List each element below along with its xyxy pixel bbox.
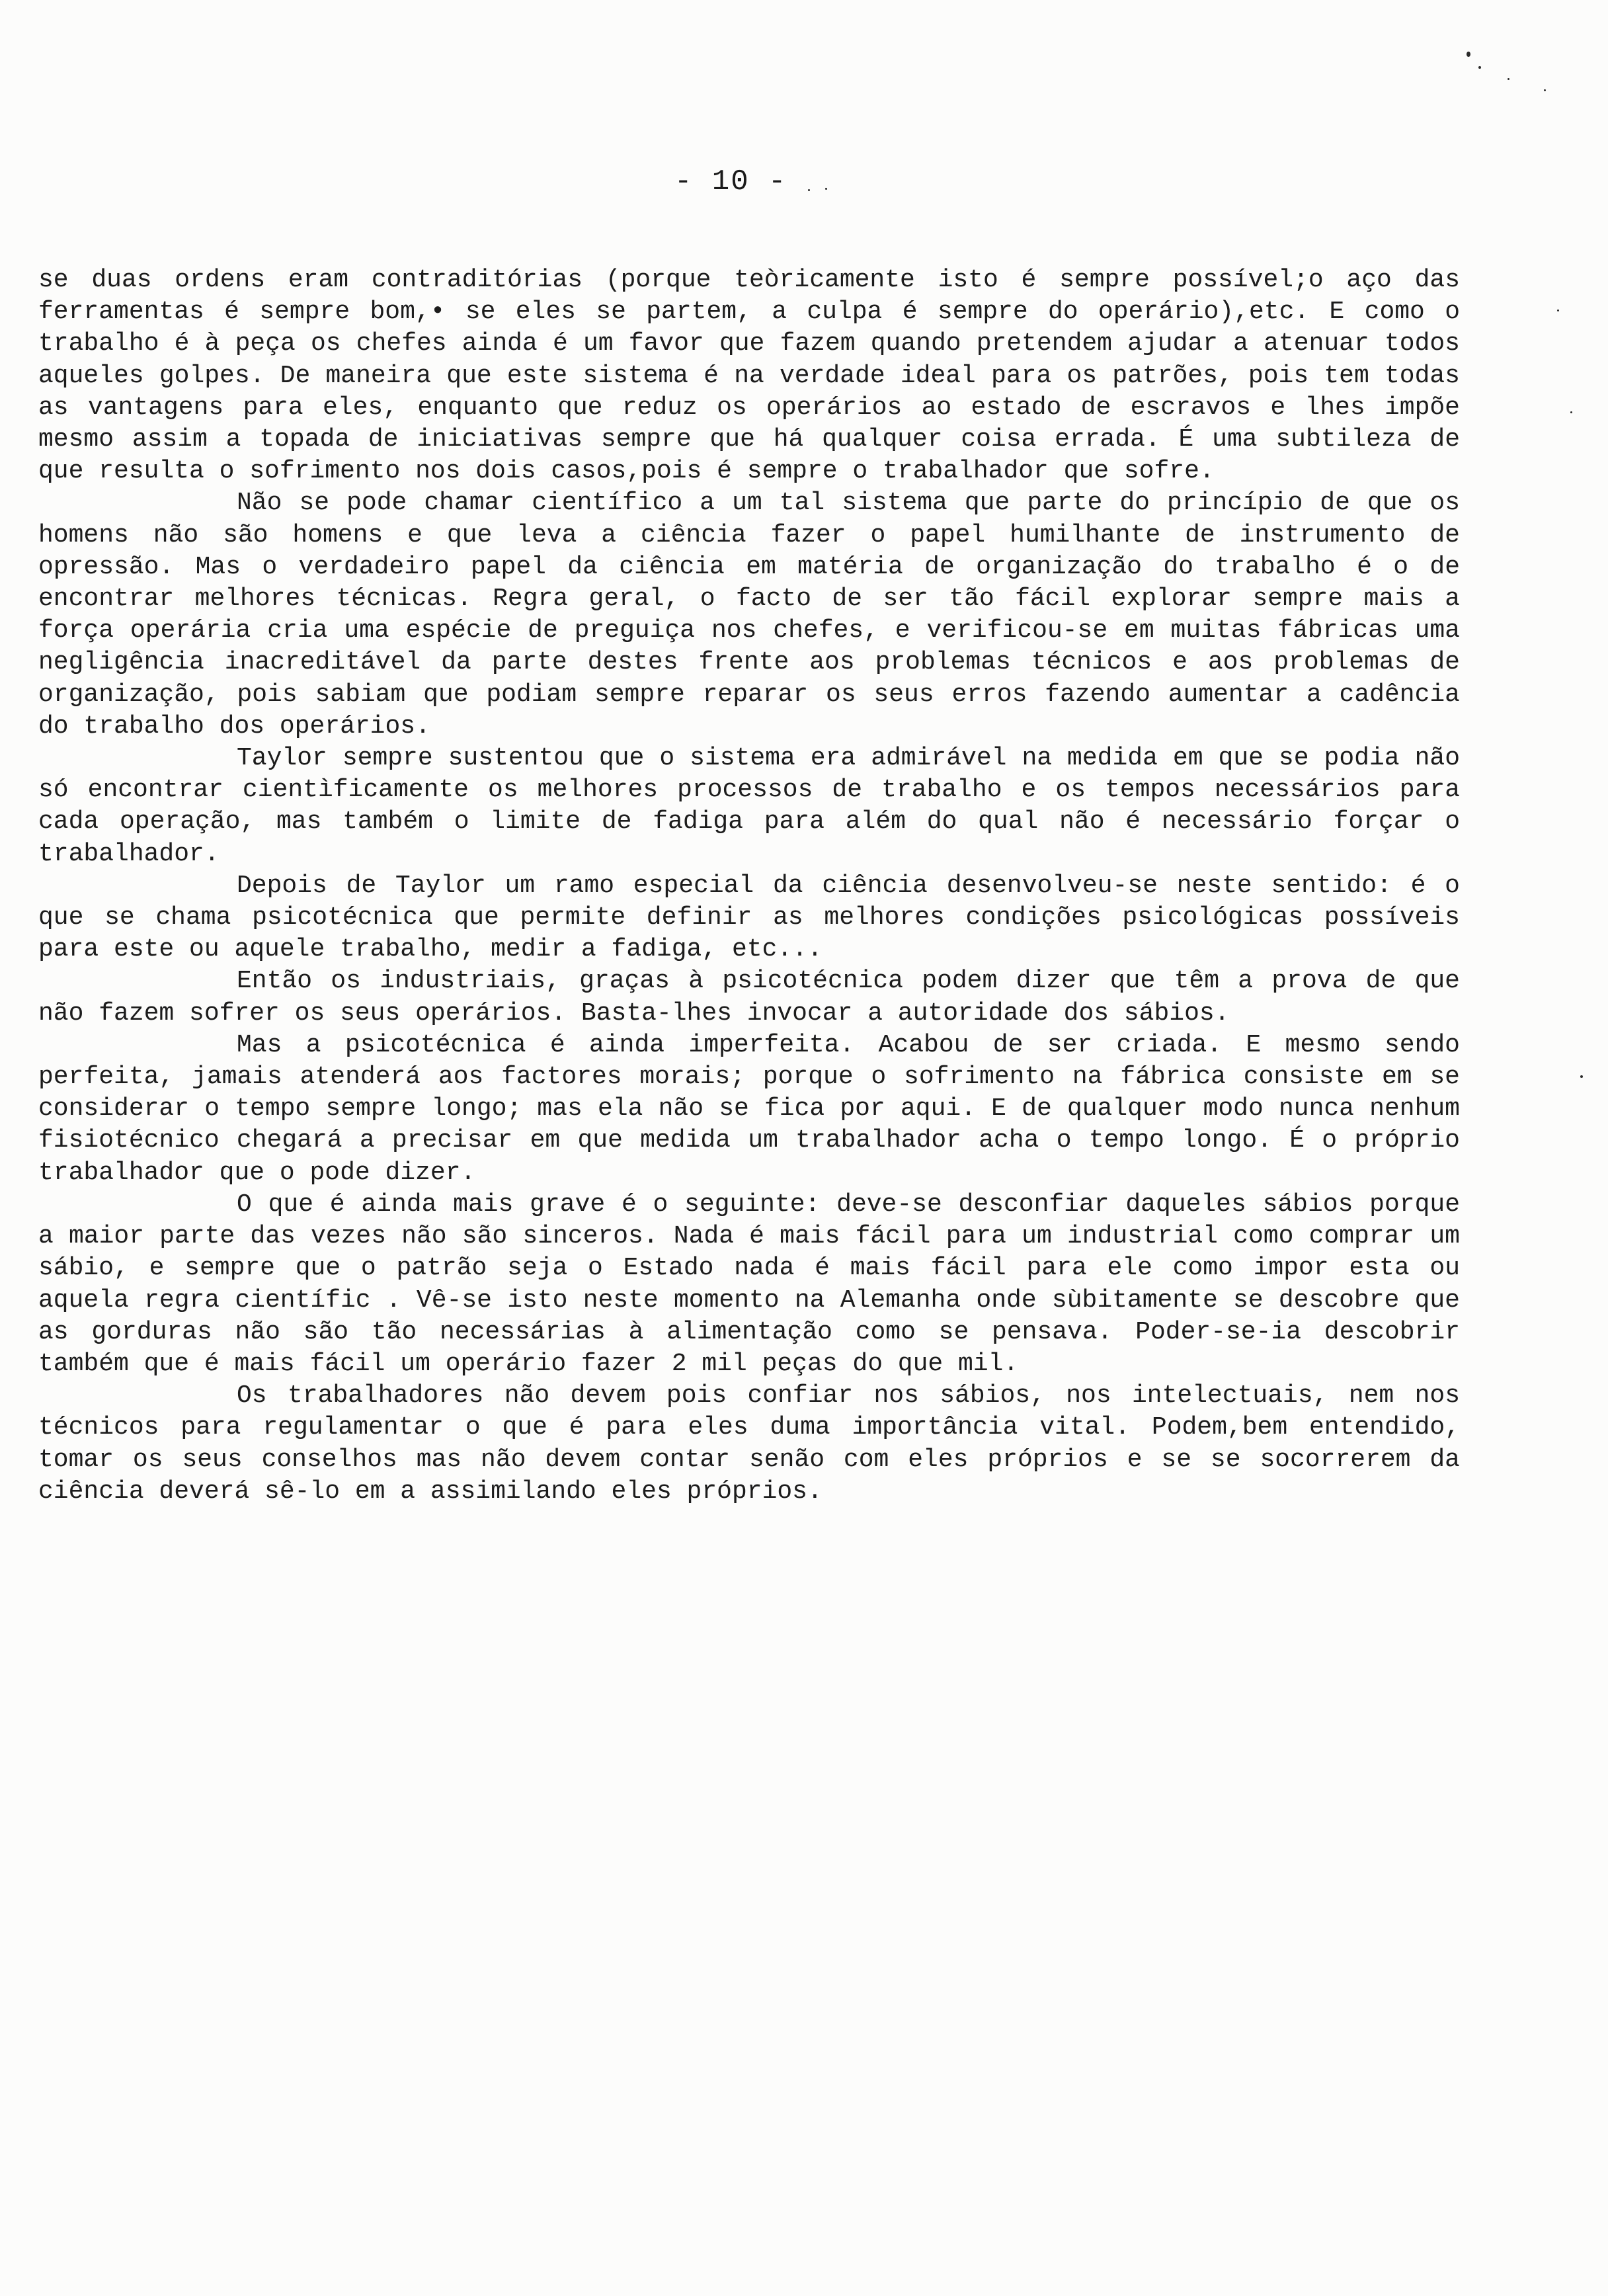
paragraph-5: Então os industriais, graças à psicotécnica podem dizer que têm a prova de que não fazem sofrer os seus operários. Basta-lhes invocar a autoridade dos sábios. — [38, 967, 1460, 1028]
scan-speck — [1580, 1075, 1583, 1078]
paragraph-8: Os trabalhadores não devem pois confiar nos sábios, nos intelectuais, nem nos técnicos para regulamentar o que é para eles duma importância vital. Podem,bem entendido, tomar os seus conselhos mas não devem contar senão com eles próprios e se se socorrerem da ciência deverá sê-lo em a assimilando eles próprios. — [38, 1381, 1460, 1506]
scan-speck — [1570, 411, 1572, 413]
paragraph-1: se duas ordens eram contraditórias (porque teòricamente isto é sempre possível;o aço das ferramentas é sempre bom,• se eles se partem, a culpa é sempre do operário),etc. E como o trabalho é à peça os chefes ainda é um favor que fazem quando pretendem ajudar a atenuar todos aqueles golpes. De maneira que este sistema é na verdade ideal para os patrões, pois tem todas as vantagens para eles, enquanto que reduz os operários ao estado de escravos e lhes impõe mesmo assim a topada de iniciativas sempre que há qualquer coisa errada. É uma subtileza de que resulta o sofrimento nos dois casos,pois é sempre o trabalhador que sofre. — [38, 266, 1460, 486]
paragraph-7: O que é ainda mais grave é o seguinte: deve-se desconfiar daqueles sábios porque a maior parte das vezes não são sinceros. Nada é mais fácil para um industrial como comprar um sábio, e sempre que o patrão seja o Estado nada é mais fácil para ele como impor esta ou aquela regra científic . Vê-se isto neste momento na Alemanha onde sùbitamente se descobre que as gorduras não são tão necessárias à alimentação como se pensava. Poder-se-ia descobrir também que é mais fácil um operário fazer 2 mil peças do que mil. — [38, 1190, 1460, 1378]
page-number: - 10 - — [674, 165, 787, 198]
scan-speck — [1478, 66, 1481, 69]
scan-speck — [808, 189, 810, 191]
scan-speck — [825, 188, 827, 190]
scan-speck — [1557, 309, 1559, 311]
scan-speck — [1467, 52, 1470, 57]
paragraph-3: Taylor sempre sustentou que o sistema era admirável na medida em que se podia não só encontrar cientìficamente os melhores processos de trabalho e os tempos necessários para cada operação, mas também o limite de fadiga para além do qual não é necessário forçar o trabalhador. — [38, 744, 1460, 868]
paragraph-4: Depois de Taylor um ramo especial da ciência desenvolveu-se neste sentido: é o que se chama psicotécnica que permite definir as melhores condições psicológicas possíveis para este ou aquele trabalho, medir a fadiga, etc... — [38, 871, 1460, 964]
paragraph-6: Mas a psicotécnica é ainda imperfeita. Acabou de ser criada. E mesmo sendo perfeita, jamais atenderá aos factores morais; porque o sofrimento na fábrica consiste em se considerar o tempo sempre longo; mas ela não se fica por aqui. E de qualquer modo nunca nenhum fisiotécnico chegará a precisar em que medida um trabalhador acha o tempo longo. É o próprio trabalhador que o pode dizer. — [38, 1030, 1460, 1187]
scan-speck — [1544, 89, 1546, 91]
body-text — [38, 265, 1460, 1508]
scan-speck — [1508, 78, 1509, 80]
paragraph-2: Não se pode chamar científico a um tal sistema que parte do princípio de que os homens não são homens e que leva a ciência fazer o papel humilhante de instrumento de opressão. Mas o verdadeiro papel da ciência em matéria de organização do trabalho é o de encontrar melhores técnicas. Regra geral, o facto de ser tão fácil explorar sempre mais a força operária cria uma espécie de preguiça nos chefes, e verificou-se em muitas fábricas uma negligência inacreditável da parte destes frente aos problemas técnicos e aos problemas de organização, pois sabiam que podiam sempre reparar os seus erros fazendo aumentar a cadência do trabalho dos operários. — [38, 489, 1460, 741]
